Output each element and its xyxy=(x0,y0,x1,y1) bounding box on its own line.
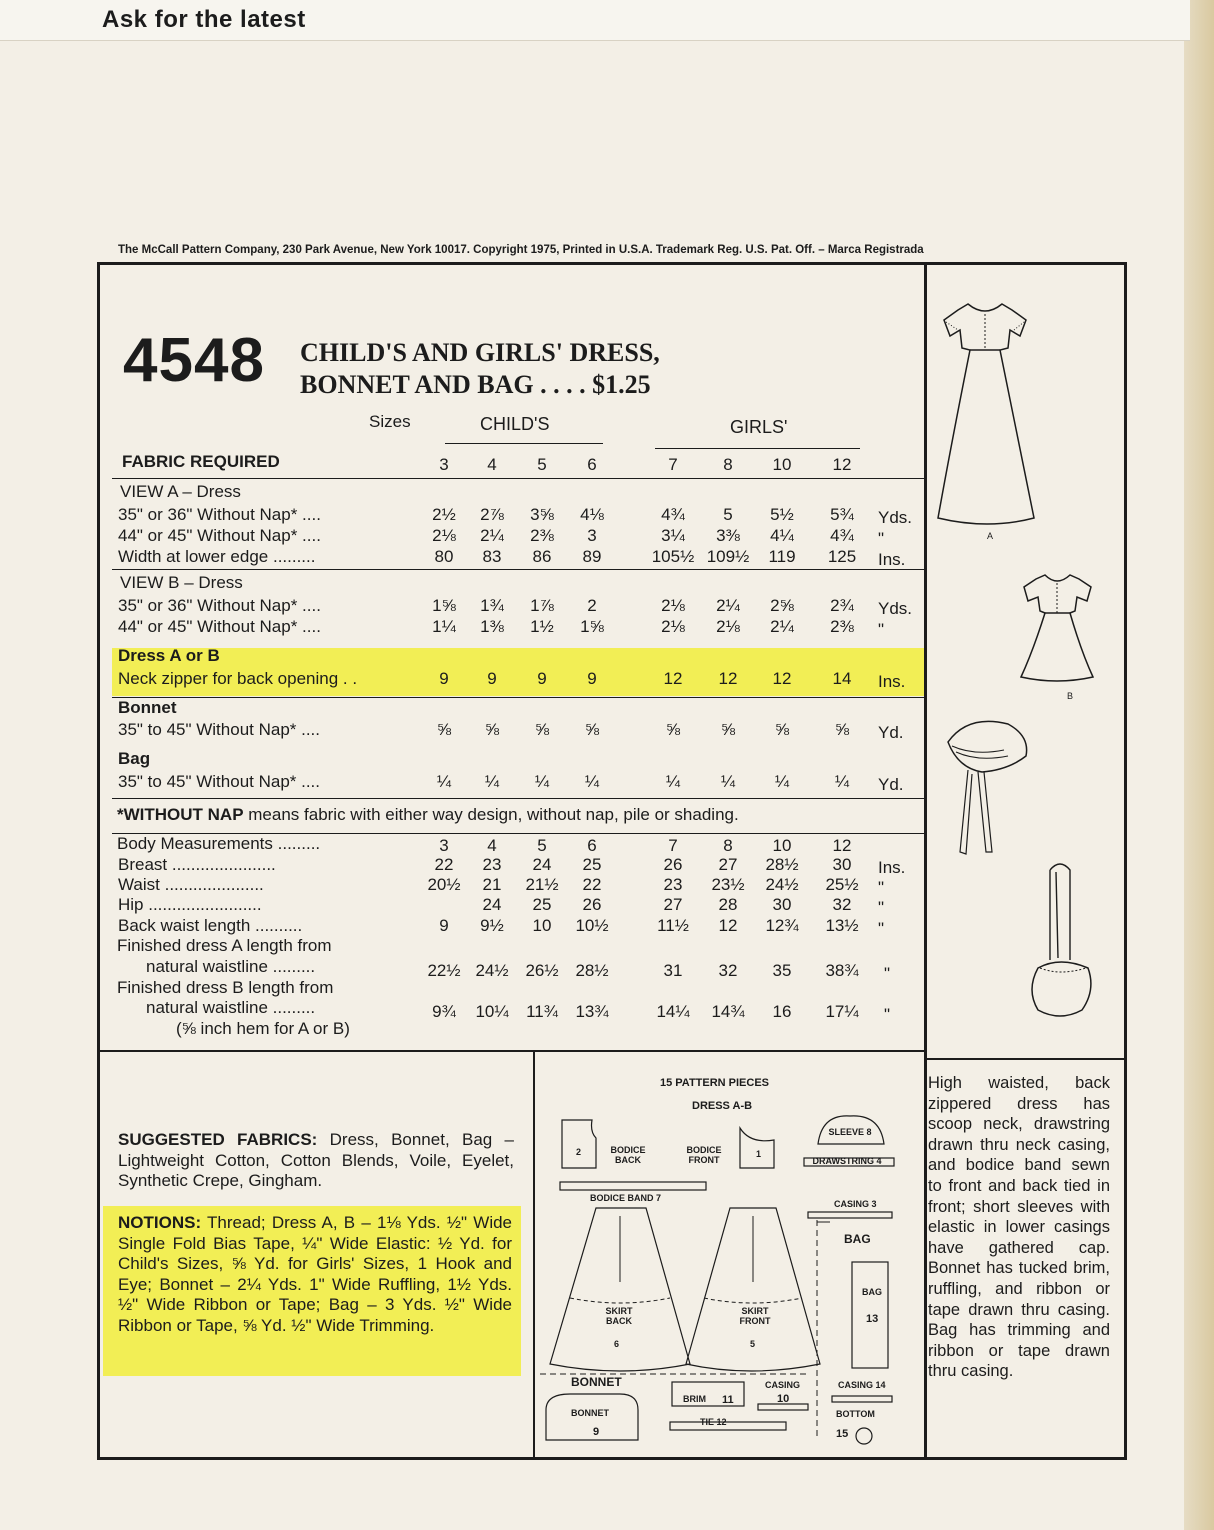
dress-b-unit: " xyxy=(884,1005,891,1024)
dress-b-cell: 17¼ xyxy=(825,1002,859,1021)
body-row-cell: 23 xyxy=(663,875,683,894)
body-row-cell: 10 xyxy=(532,916,552,935)
bonnet-row-unit: Yd. xyxy=(878,723,904,742)
body-row-cell: 23½ xyxy=(711,875,745,894)
view-a-row-cell: 2¼ xyxy=(480,526,504,545)
piece-skirt-back-num: 6 xyxy=(614,1339,620,1349)
view-b-row-cell: 2¾ xyxy=(830,596,854,615)
view-b-label: VIEW B – Dress xyxy=(120,573,243,592)
dress-a-cell: 38¾ xyxy=(825,961,859,980)
bonnet-row-cell: ⅝ xyxy=(436,720,452,739)
body-row-cell: 13½ xyxy=(825,916,859,935)
view-a-row-cell: 105½ xyxy=(651,547,695,566)
envelope-flap xyxy=(0,0,1190,41)
view-a-row-unit: Yds. xyxy=(878,508,913,527)
fabric-required-label: FABRIC REQUIRED xyxy=(122,452,280,471)
view-b-row-cell: 1¾ xyxy=(480,596,504,615)
dress-b-line2: natural waistline ......... xyxy=(146,998,316,1017)
bag-row-unit: Yd. xyxy=(878,775,904,794)
dress-a-line1: Finished dress A length from xyxy=(117,936,332,955)
piece-skirt-front: SKIRT FRONT xyxy=(739,1306,771,1326)
view-a-row-cell: 2⅜ xyxy=(530,526,554,545)
piece-skirt-front-num: 5 xyxy=(750,1339,756,1349)
piece-brim: BRIM xyxy=(683,1394,706,1404)
view-b-row-cell: 1⅜ xyxy=(480,617,504,636)
zipper-row-cell: 9 xyxy=(439,669,449,688)
body-header-cell: 6 xyxy=(587,836,597,855)
body-row-cell: 27 xyxy=(663,895,683,914)
dress-b-cell: 9¾ xyxy=(432,1002,456,1021)
body-row-cell: 12¾ xyxy=(765,916,799,935)
body-row-cell: 28½ xyxy=(765,855,799,874)
view-b-row-label: 44" or 45" Without Nap* .... xyxy=(118,617,321,636)
body-header-label: Body Measurements ......... xyxy=(117,834,321,853)
body-row-cell: 27 xyxy=(718,855,738,874)
company-line: The McCall Pattern Company, 230 Park Avenue, New York 10017. Copyright 1975, Printed in U.S.A. Trademark Reg. U.S. Pat. Off. – Marca Registrada xyxy=(118,244,924,256)
body-row-unit: " xyxy=(878,919,885,938)
zipper-row-cell: 9 xyxy=(587,669,597,688)
bag-row-cell: ¼ xyxy=(436,772,452,791)
sizes-label: Sizes xyxy=(369,412,411,431)
zipper-row-cell: 12 xyxy=(772,669,792,688)
suggested-fabrics xyxy=(118,1130,514,1192)
bag-row-cell: ¼ xyxy=(534,772,550,791)
view-b-label: B xyxy=(1067,691,1074,701)
view-b-row-cell: 2¼ xyxy=(716,596,740,615)
body-row-cell: 26 xyxy=(582,895,602,914)
body-row-cell: 30 xyxy=(772,895,792,914)
body-row-cell: 25½ xyxy=(825,875,859,894)
view-a-label: A xyxy=(987,531,994,541)
view-a-row-cell: 4¼ xyxy=(770,526,794,545)
suggested-fabrics-text: Dress, Bonnet, Bag – Lightweight Cotton, Cotton Blends, Voile, Eyelet, Synthetic Crepe, Gingham. xyxy=(118,1130,514,1190)
bonnet-illustration xyxy=(938,712,1038,862)
piece-drawstring: DRAWSTRING 4 xyxy=(812,1156,882,1166)
view-b-row-cell: 2⅛ xyxy=(661,596,685,615)
view-b-row-cell: 1½ xyxy=(530,617,554,636)
zipper-row-cell: 9 xyxy=(487,669,497,688)
body-row-unit: " xyxy=(878,878,885,897)
view-a-row-cell: 3⅜ xyxy=(716,526,740,545)
pattern-title-line1: CHILD'S AND GIRLS' DRESS, xyxy=(300,338,660,367)
bag-row-cell: ¼ xyxy=(720,772,736,791)
body-row-cell: 21 xyxy=(482,875,502,894)
bonnet-row-cell: ⅝ xyxy=(774,720,790,739)
pattern-number: 4548 xyxy=(123,326,265,395)
dress-a-cell: 32 xyxy=(718,961,738,980)
bonnet-row-cell: ⅝ xyxy=(584,720,600,739)
rule-viewb xyxy=(112,569,924,570)
notions xyxy=(118,1213,512,1336)
ask-text: Ask for the latest xyxy=(102,6,306,33)
view-b-row-cell: 1⅞ xyxy=(530,596,554,615)
size-col: 4 xyxy=(487,455,497,474)
body-header-cell: 8 xyxy=(723,836,733,855)
dress-b-cell: 10¼ xyxy=(475,1002,509,1021)
pieces-dress-label: DRESS A-B xyxy=(692,1100,753,1112)
bag-row-cell: ¼ xyxy=(834,772,850,791)
view-b-row-cell: 2⅛ xyxy=(661,617,685,636)
piece-bag-num: 13 xyxy=(866,1313,879,1325)
view-a-label: VIEW A – Dress xyxy=(120,482,241,501)
bonnet-row-cell: ⅝ xyxy=(484,720,500,739)
dress-a-cell: 24½ xyxy=(475,961,509,980)
view-a-row-cell: 3⅝ xyxy=(530,505,554,524)
pattern-title-line2: BONNET AND BAG . . . . $1.25 xyxy=(300,370,651,399)
nap-note xyxy=(117,806,739,823)
view-a-row-cell: 89 xyxy=(582,547,602,566)
size-col: 6 xyxy=(587,455,597,474)
piece-bodice-back-num: 2 xyxy=(576,1147,582,1157)
body-header-cell: 7 xyxy=(668,836,678,855)
view-a-row-cell: 109½ xyxy=(706,547,750,566)
childs-underline xyxy=(445,443,603,444)
bag-row-cell: ¼ xyxy=(665,772,681,791)
body-row-cell: 23 xyxy=(482,855,502,874)
piece-bodice-back: BODICE BACK xyxy=(610,1145,646,1165)
dress-b-cell: 14¾ xyxy=(711,1002,745,1021)
dress-b-cell: 11¾ xyxy=(526,1002,558,1021)
body-row-label: Back waist length .......... xyxy=(118,916,303,935)
bonnet-row-cell: ⅝ xyxy=(665,720,681,739)
piece-bonnet-num: 9 xyxy=(593,1426,600,1438)
view-a-row-cell: 4¾ xyxy=(830,526,854,545)
bag-row-cell: ¼ xyxy=(584,772,600,791)
bonnet-row-cell: ⅝ xyxy=(720,720,736,739)
rule-bonnet xyxy=(112,697,924,698)
bag-row-cell: ¼ xyxy=(484,772,500,791)
rule-nap xyxy=(112,798,924,799)
dress-a-cell: 28½ xyxy=(575,961,609,980)
body-row-cell: 30 xyxy=(832,855,852,874)
body-row-cell: 24 xyxy=(482,895,502,914)
body-header-cell: 4 xyxy=(487,836,497,855)
view-b-row-cell: 1⅝ xyxy=(580,617,604,636)
view-b-row-cell: 2⅜ xyxy=(830,617,854,636)
view-a-row-label: Width at lower edge ......... xyxy=(118,547,316,566)
size-col: 12 xyxy=(832,455,852,474)
body-row-cell: 10½ xyxy=(575,916,609,935)
bag-section-label: BAG xyxy=(844,1232,871,1246)
pieces-title: 15 PATTERN PIECES xyxy=(660,1077,770,1089)
body-row-cell: 25 xyxy=(532,895,552,914)
piece-bodice-front: BODICE FRONT xyxy=(686,1145,722,1165)
view-b-illustration xyxy=(1015,565,1100,690)
view-b-row-cell: 1⅝ xyxy=(432,596,456,615)
size-col: 8 xyxy=(723,455,733,474)
piece-casing-10: CASING xyxy=(765,1380,801,1390)
body-header-cell: 3 xyxy=(439,836,449,855)
suggested-fabrics-label: SUGGESTED FABRICS: xyxy=(118,1130,318,1149)
body-row-cell: 24½ xyxy=(765,875,799,894)
dress-b-cell: 16 xyxy=(772,1002,792,1021)
view-b-row-cell: 1¼ xyxy=(432,617,456,636)
view-a-row-cell: 2⅞ xyxy=(480,505,504,524)
view-a-row-cell: 119 xyxy=(768,547,796,566)
bonnet-section-label: BONNET xyxy=(571,1375,622,1389)
bonnet-row-cell: ⅝ xyxy=(834,720,850,739)
dress-b-cell: 14¼ xyxy=(656,1002,690,1021)
view-a-row-cell: 5½ xyxy=(770,505,794,524)
piece-brim-num: 11 xyxy=(722,1394,734,1406)
zipper-row-cell: 12 xyxy=(663,669,683,688)
body-header-cell: 5 xyxy=(537,836,547,855)
zipper-row-cell: 9 xyxy=(537,669,547,688)
view-a-row-cell: 4¾ xyxy=(661,505,685,524)
divider-right-desc xyxy=(926,1058,1126,1060)
body-row-cell: 9½ xyxy=(480,916,504,935)
body-row-label: Breast ...................... xyxy=(118,855,276,874)
divider-vertical-pieces xyxy=(533,1052,535,1458)
view-a-row-cell: 125 xyxy=(827,547,857,566)
piece-sleeve: SLEEVE 8 xyxy=(828,1127,872,1137)
view-b-row-unit: Yds. xyxy=(878,599,913,618)
bag-row-label: 35" to 45" Without Nap* .... xyxy=(118,772,321,791)
pattern-description: High waisted, back zippered dress has scoop neck, drawstring drawn thru neck casing, and bodice band sewn to front and back tied in front; short sleeves with elastic in lower casings have gathered cap. Bonnet has tucked brim, ruffling, and ribbon or tape drawn thru casing. Bag has trimming and ribbon or tape drawn thru casing. xyxy=(928,1074,1110,1381)
piece-bottom-num: 15 xyxy=(836,1428,849,1440)
body-row-cell: 20½ xyxy=(427,875,461,894)
view-a-row-cell: 3¼ xyxy=(661,526,685,545)
piece-casing-10-num: 10 xyxy=(777,1393,790,1405)
body-header-cell: 10 xyxy=(772,836,792,855)
dress-a-unit: " xyxy=(884,964,891,983)
body-row-cell: 22 xyxy=(434,855,454,874)
body-row-cell: 9 xyxy=(439,916,449,935)
body-row-cell: 28 xyxy=(718,895,738,914)
piece-bonnet: BONNET xyxy=(571,1408,609,1418)
body-row-label: Hip ........................ xyxy=(118,895,262,914)
dress-a-line2: natural waistline ......... xyxy=(146,957,316,976)
body-row-cell: 11½ xyxy=(657,916,689,935)
body-row-unit: " xyxy=(878,898,885,917)
dress-a-cell: 35 xyxy=(772,961,792,980)
body-row-cell: 12 xyxy=(718,916,738,935)
piece-bodice-front-num: 1 xyxy=(756,1149,762,1159)
bonnet-label: Bonnet xyxy=(118,698,177,717)
piece-bag: BAG xyxy=(862,1287,882,1297)
body-row-cell: 32 xyxy=(832,895,852,914)
view-b-row-cell: 2¼ xyxy=(770,617,794,636)
bag-illustration xyxy=(1020,860,1110,1030)
view-b-row-cell: 2 xyxy=(587,596,597,615)
piece-bodice-band: BODICE BAND 7 xyxy=(590,1193,662,1203)
divider-horizontal-mid xyxy=(100,1050,926,1052)
piece-casing-14: CASING 14 xyxy=(838,1380,886,1390)
view-a-illustration xyxy=(930,290,1040,540)
dress-b-line1: Finished dress B length from xyxy=(117,978,334,997)
dress-a-cell: 26½ xyxy=(525,961,559,980)
bonnet-row-cell: ⅝ xyxy=(534,720,550,739)
size-col: 7 xyxy=(668,455,678,474)
view-b-row-cell: 2⅝ xyxy=(770,596,794,615)
divider-vertical-right xyxy=(924,264,927,1458)
hem-note: (⅝ inch hem for A or B) xyxy=(176,1019,350,1038)
piece-skirt-back: SKIRT BACK xyxy=(605,1306,633,1326)
size-col: 10 xyxy=(772,455,792,474)
envelope-edge xyxy=(1184,0,1214,1530)
dress-a-cell: 31 xyxy=(663,961,683,980)
piece-bottom: BOTTOM xyxy=(836,1409,875,1419)
dress-a-cell: 22½ xyxy=(427,961,461,980)
zipper-row-cell: 12 xyxy=(718,669,738,688)
girls-underline xyxy=(655,448,860,449)
view-a-row-cell: 4⅛ xyxy=(580,505,604,524)
zipper-row-cell: 14 xyxy=(832,669,852,688)
body-row-cell: 25 xyxy=(582,855,602,874)
zipper-row-unit: Ins. xyxy=(878,672,906,691)
view-a-row-unit: " xyxy=(878,529,885,548)
body-row-cell: 24 xyxy=(532,855,552,874)
view-b-row-unit: " xyxy=(878,620,885,639)
size-col: 3 xyxy=(439,455,449,474)
piece-tie: TIE 12 xyxy=(700,1417,727,1427)
nap-note-bold: *WITHOUT NAP xyxy=(117,805,244,824)
size-col: 5 xyxy=(537,455,547,474)
dress-b-cell: 13¾ xyxy=(575,1002,609,1021)
bag-label: Bag xyxy=(118,749,151,768)
view-a-row-cell: 2½ xyxy=(432,505,456,524)
girls-label: GIRLS' xyxy=(730,417,788,437)
notions-label: NOTIONS: xyxy=(118,1213,202,1232)
view-a-row-cell: 80 xyxy=(434,547,454,566)
view-a-row-cell: 5¾ xyxy=(830,505,854,524)
view-a-row-cell: 83 xyxy=(482,547,502,566)
zipper-label: Dress A or B xyxy=(118,646,220,665)
view-a-row-cell: 5 xyxy=(723,505,733,524)
view-a-row-cell: 3 xyxy=(587,526,597,545)
zipper-row-label: Neck zipper for back opening . . xyxy=(118,669,358,688)
bonnet-row-label: 35" to 45" Without Nap* .... xyxy=(118,720,321,739)
view-a-row-label: 35" or 36" Without Nap* .... xyxy=(118,505,321,524)
piece-casing-3: CASING 3 xyxy=(834,1199,877,1209)
body-header-cell: 12 xyxy=(832,836,852,855)
body-row-cell: 22 xyxy=(582,875,602,894)
body-row-label: Waist ..................... xyxy=(118,875,264,894)
body-row-cell: 26 xyxy=(663,855,683,874)
body-row-cell: 21½ xyxy=(525,875,559,894)
view-b-row-label: 35" or 36" Without Nap* .... xyxy=(118,596,321,615)
view-a-row-unit: Ins. xyxy=(878,550,906,569)
nap-note-text: means fabric with either way design, without nap, pile or shading. xyxy=(243,805,739,824)
bag-row-cell: ¼ xyxy=(774,772,790,791)
childs-label: CHILD'S xyxy=(480,414,550,434)
view-a-row-cell: 2⅛ xyxy=(432,526,456,545)
view-a-row-label: 44" or 45" Without Nap* .... xyxy=(118,526,321,545)
body-row-unit: Ins. xyxy=(878,858,906,877)
notions-text: Thread; Dress A, B – 1⅛ Yds. ½" Wide Single Fold Bias Tape, ¼" Wide Elastic: ½ Yd. for Child's Sizes, ⅝ Yd. for Girls' Sizes, 1 Hook and Eye; Bonnet – 2¼ Yds. 1" Wide Ruffling, 1½ Yds. ½" Wide Ribbon or Tape; Bag – 3 Yds. ½" Wide Ribbon or Tape, ⅝ Yd. ½" Wide Trimming. xyxy=(118,1213,512,1335)
rule-fabric xyxy=(112,478,924,479)
view-a-row-cell: 86 xyxy=(532,547,552,566)
view-b-row-cell: 2⅛ xyxy=(716,617,740,636)
